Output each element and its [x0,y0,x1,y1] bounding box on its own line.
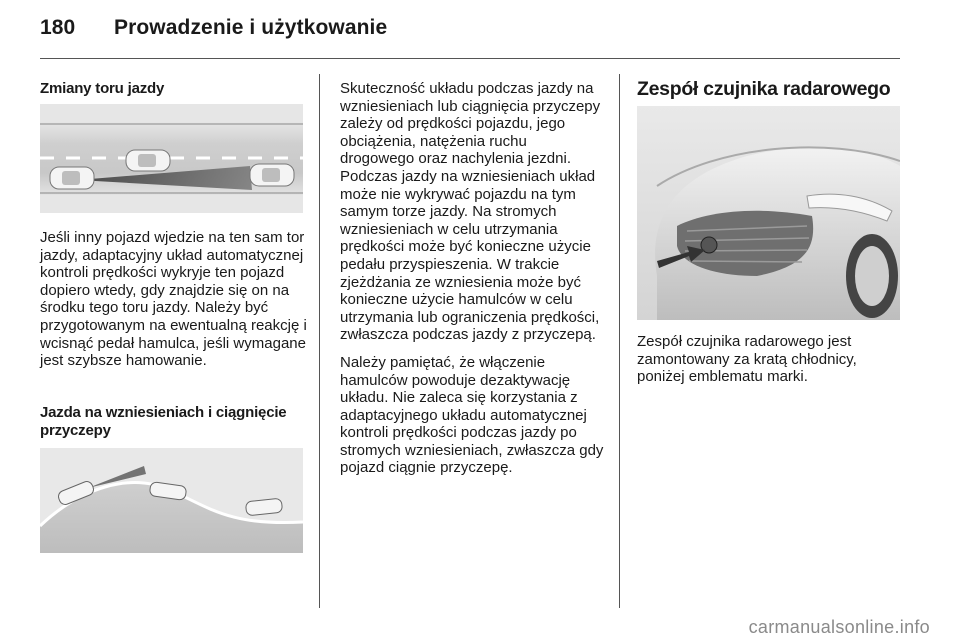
radar-text [637,333,907,396]
lane-change-illustration [40,104,303,213]
radar-sensor-photo [637,106,900,320]
radar-paragraph: Zespół czujnika radarowego jest zamontowany za kratą chłodnicy, poniżej emblematu marki. [637,333,857,386]
lane-change-paragraph: Jeśli inny pojazd wjedzie na ten sam tor jazdy, adaptacyjny układ automatycznej kontroli prędkości wykryje ten pojazd dopiero wtedy, gdy znajdzie się on na środku tego toru jazdy. Należy być przygotowanym na ewentualną reakcję i wcisnąć pedał hamulca, jeśli wymagane jest szybsze hamowanie. [40,229,307,370]
hills-illustration [40,448,303,553]
hills-paragraph-2: Należy pamiętać, że włączenie hamulców powoduje dezaktywację układu. Nie zaleca się korzystania z adaptacyjnego układu automatycznej kontroli prędkości podczas jazdy po stromych wzniesieniach, zwłaszcza gdy pojazd ciągnie przyczepę. [340,353,604,477]
column-divider-2 [619,74,620,608]
page-header [40,16,387,40]
hills-paragraph-1: Skuteczność układu podczas jazdy na wzniesieniach lub ciągnięcia przyczepy zależy od prędkości pojazdu, jego obciążenia, natężenia ruchu drogowego oraz nachylenia jezdni. Podczas jazdy na wzniesieniach układ może nie wykrywać pojazdu na tym samym torze jazdy. Na stromych wzniesieniach w celu utrzymania prędkości może być konieczne użycie pedału przyspieszenia. W trakcie zjeżdżania ze wzniesienia może być konieczne użycie hamulców w celu utrzymania lub ograniczenia prędkości, zwłaszcza podczas jazdy z przyczepą. [340,80,601,344]
page-number: 180 [40,16,76,39]
header-rule [40,58,900,59]
section-heading-hills-trailer: Jazda na wzniesieniach i ciągnięcie przyczepy [40,404,287,439]
column-divider-1 [319,74,320,608]
section-heading-radar: Zespół czujnika radarowego [637,78,891,100]
lane-change-text [40,229,308,380]
watermark: carmanualsonline.info [748,617,930,637]
section-heading-lane-change: Zmiany toru jazdy [40,80,165,97]
hills-text [340,80,605,487]
page-title: Prowadzenie i użytkowanie [114,16,388,39]
